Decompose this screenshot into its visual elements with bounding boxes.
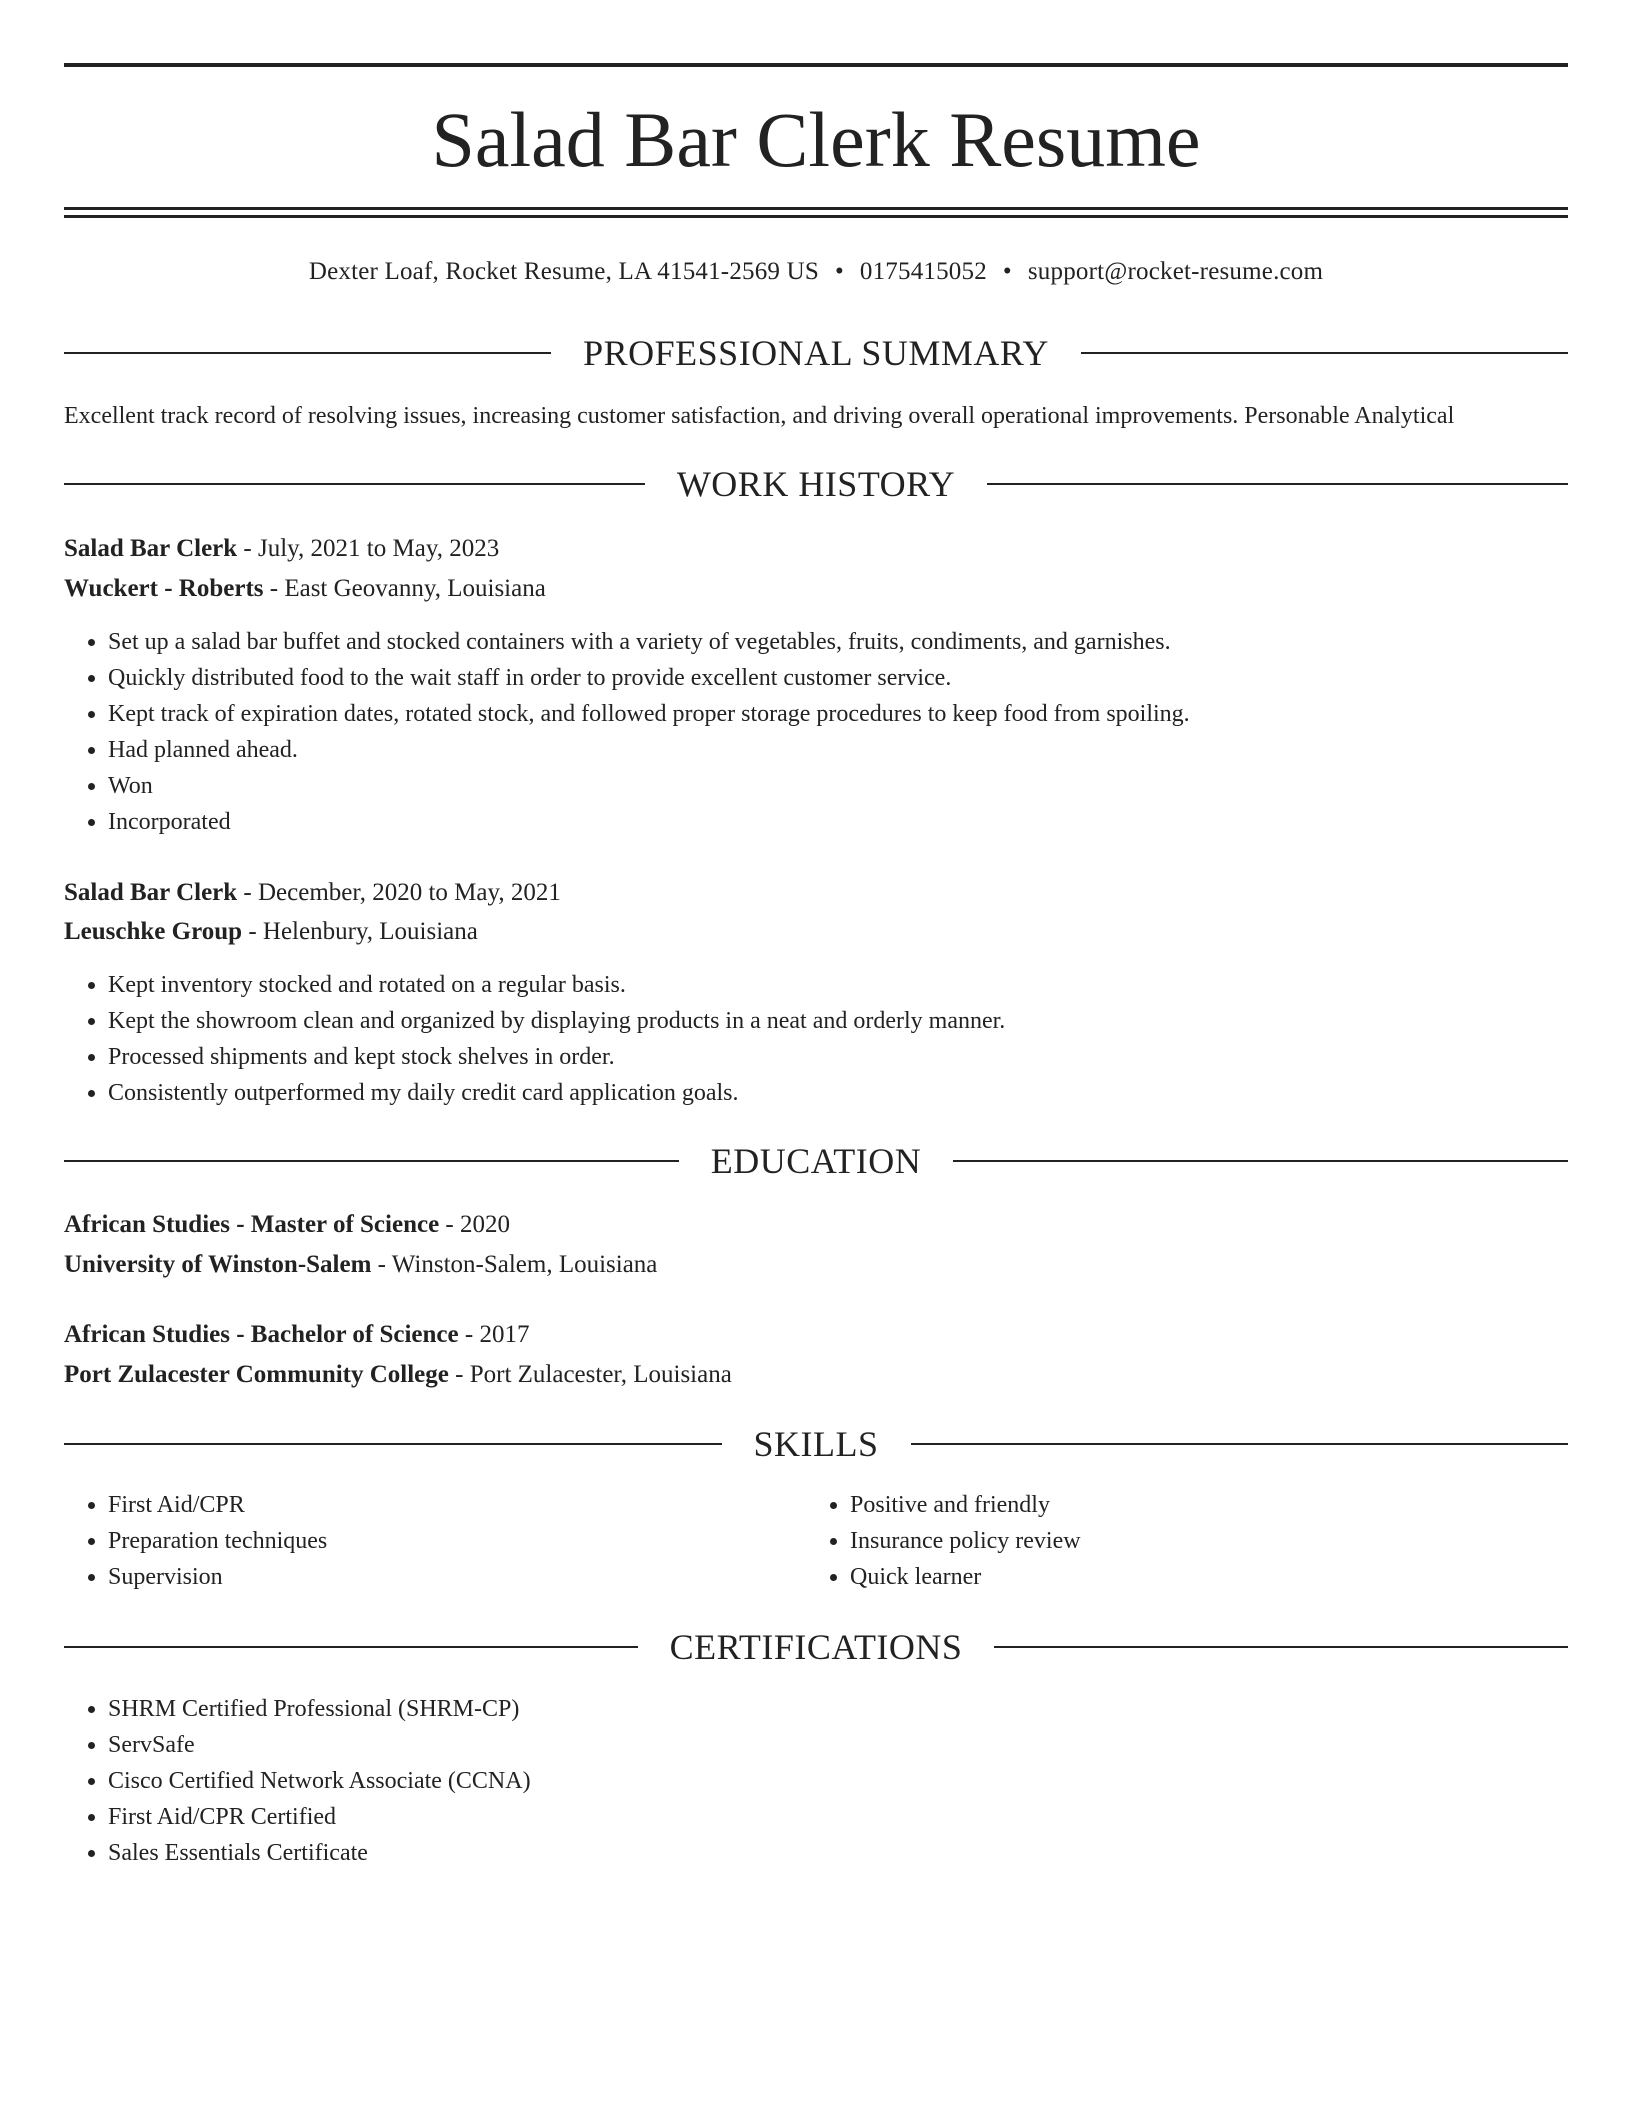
list-item: • Won: [108, 768, 1612, 804]
contact-email[interactable]: support@rocket-resume.com: [1027, 258, 1324, 285]
title-rule-upper: [64, 207, 1568, 210]
list-item: • Kept track of expiration dates, rotated stock, and followed proper storage procedures to keep food from spoiling.: [108, 696, 1612, 732]
job-dates: - December, 2020 to May, 2021: [237, 879, 561, 906]
job-dates: - July, 2021 to May, 2023: [237, 535, 500, 562]
section-heading-skills: [64, 1421, 1568, 1467]
section-title: SKILLS: [753, 1424, 879, 1464]
education-school: University of Winston-Salem: [64, 1251, 372, 1278]
education-degree: African Studies - Bachelor of Science: [64, 1321, 459, 1348]
job-title: Salad Bar Clerk: [64, 879, 238, 906]
job-title-line: [64, 874, 1568, 912]
list-item: • Had planned ahead.: [108, 732, 1612, 768]
heading-rule: [1081, 352, 1568, 354]
section-heading-education: [64, 1138, 1568, 1184]
skill-item: • Quick learner: [850, 1559, 1632, 1595]
heading-rule: [64, 483, 645, 485]
certification-item: • ServSafe: [108, 1727, 1612, 1763]
education-degree-line: [64, 1206, 1568, 1244]
job-company-line: [64, 570, 1568, 608]
contact-phone: 0175415052: [859, 258, 987, 285]
education-school-line: [64, 1356, 1568, 1394]
resume-title: Salad Bar Clerk Resume: [431, 96, 1201, 183]
heading-rule: [64, 1646, 638, 1648]
job-company: Wuckert - Roberts: [64, 575, 264, 602]
list-item: • Incorporated: [108, 804, 1612, 840]
skill-item: • Preparation techniques: [108, 1523, 1612, 1559]
education-location: - Port Zulacester, Louisiana: [448, 1361, 732, 1388]
top-rule: [64, 63, 1568, 67]
section-heading-certifications: [64, 1624, 1568, 1670]
list-item: • Kept inventory stocked and rotated on a regular basis.: [108, 967, 1612, 1003]
certifications-list: [64, 1691, 1612, 1871]
list-item: • Set up a salad bar buffet and stocked containers with a variety of vegetables, fruits, condiments, and garnishes.: [108, 624, 1612, 660]
job-company-line: [64, 913, 1568, 951]
heading-rule: [64, 1443, 722, 1445]
skills-list-right: [806, 1487, 1632, 1595]
heading-rule: [994, 1646, 1568, 1648]
education-location: - Winston-Salem, Louisiana: [371, 1251, 658, 1278]
job-company: Leuschke Group: [64, 918, 243, 945]
contact-address: Dexter Loaf, Rocket Resume, LA 41541-2569 US: [308, 258, 819, 285]
certification-item: • Cisco Certified Network Associate (CCNA): [108, 1763, 1612, 1799]
job-location: - Helenbury, Louisiana: [242, 918, 478, 945]
skill-item: • Insurance policy review: [850, 1523, 1632, 1559]
certification-item: • Sales Essentials Certificate: [108, 1835, 1612, 1871]
section-heading-work: [64, 461, 1568, 507]
heading-rule: [987, 483, 1568, 485]
job-bullets: [64, 967, 1612, 1111]
skill-item: • Positive and friendly: [850, 1487, 1632, 1523]
title-rule-lower: [64, 215, 1568, 218]
list-item: • Kept the showroom clean and organized by displaying products in a neat and orderly manner.: [108, 1003, 1612, 1039]
job-title: Salad Bar Clerk: [64, 535, 238, 562]
section-title: WORK HISTORY: [676, 464, 956, 504]
list-item: • Processed shipments and kept stock shelves in order.: [108, 1039, 1612, 1075]
list-item: • Consistently outperformed my daily credit card application goals.: [108, 1075, 1612, 1111]
education-year: - 2017: [458, 1321, 530, 1348]
section-title: CERTIFICATIONS: [669, 1627, 963, 1667]
skill-item: • First Aid/CPR: [108, 1487, 1612, 1523]
section-title: PROFESSIONAL SUMMARY: [583, 333, 1049, 373]
job-location: - East Geovanny, Louisiana: [263, 575, 546, 602]
education-school-line: [64, 1246, 1568, 1284]
heading-rule: [911, 1443, 1569, 1445]
education-year: - 2020: [439, 1211, 510, 1238]
skill-item: • Supervision: [108, 1559, 1612, 1595]
section-title: EDUCATION: [710, 1141, 922, 1181]
job-title-line: [64, 530, 1568, 568]
job-bullets: [64, 624, 1612, 840]
list-item: • Quickly distributed food to the wait staff in order to provide excellent customer service.: [108, 660, 1612, 696]
education-degree-line: [64, 1316, 1568, 1354]
section-heading-summary: [64, 330, 1568, 376]
education-degree: African Studies - Master of Science: [64, 1211, 440, 1238]
heading-rule: [64, 352, 551, 354]
education-school: Port Zulacester Community College: [64, 1361, 449, 1388]
certification-item: • SHRM Certified Professional (SHRM-CP): [108, 1691, 1612, 1727]
contact-line: [64, 252, 1568, 292]
contact-separator: •: [834, 258, 844, 285]
heading-rule: [953, 1160, 1568, 1162]
heading-rule: [64, 1160, 679, 1162]
summary-text: Excellent track record of resolving issues, increasing customer satisfaction, and driving overall operational improvements. Personable Analytical: [64, 403, 1455, 429]
contact-separator: •: [1002, 258, 1012, 285]
certification-item: • First Aid/CPR Certified: [108, 1799, 1612, 1835]
